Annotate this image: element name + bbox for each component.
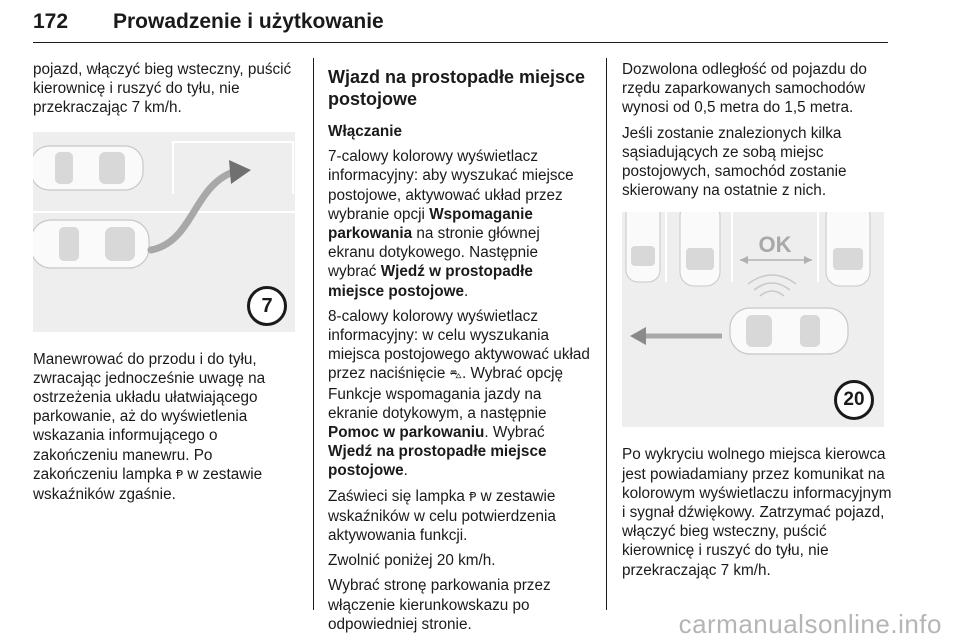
parked-car-icon — [33, 146, 143, 190]
parking-lamp-icon: Ᵽ — [469, 489, 477, 504]
paragraph: Dozwolona odległość od pojazdu do rzędu zaparkowanych samochodów wynosi od 0,5 metra do 1,5 metra. — [622, 61, 867, 117]
paragraph: 7-calowy kolorowy wyświetlacz informacyjny: aby wyszukać miejsce postojowe, aktywować układ przez wybranie opcji Wspomaganie parkowania na stronie głównej ekranu dotykowego. Następnie wybrać Wjedź w prostopadłe miejsce postojowe. — [328, 148, 574, 300]
column-divider — [606, 58, 607, 610]
paragraph: Wybrać stronę parkowania przez włączenie kierunkowskazu po odpowiedniej stronie. — [328, 577, 551, 633]
column-right — [622, 60, 892, 586]
column-middle — [328, 60, 590, 640]
paragraph: pojazd, włączyć bieg wsteczny, puścić kierownicę i ruszyć do tyłu, nie przekraczając 7 km/h. — [33, 61, 292, 117]
figure-number-badge: 20 — [834, 380, 874, 420]
paragraph: Jeśli zostanie znalezionych kilka sąsiadujących ze sobą miejsc postojowych, samochód zostanie skierowany na ostatnie z nich. — [622, 124, 847, 200]
figure-number-badge: 7 — [247, 286, 287, 326]
watermark: carmanualsonline.info — [678, 609, 942, 639]
paragraph: Manewrować do przodu i do tyłu, zwracając jednocześnie uwagę na ostrzeżenia układu ułatwiającego parkowanie, aż do wyświetlenia wskazania informującego o zakończeniu manewru. Po zakończeniu lampka Ᵽ w zestawie wskaźników zgaśnie. — [33, 350, 266, 504]
curved-arrow-icon — [151, 160, 251, 250]
ok-label: OK — [758, 232, 792, 258]
moving-car-icon — [33, 220, 149, 268]
illustration-parallel-parking — [33, 132, 295, 332]
paragraph: Zwolnić poniżej 20 km/h. — [328, 552, 496, 570]
section-title: Wjazd na prostopadłe miejsce postojowe — [328, 67, 586, 109]
page-header — [33, 6, 888, 43]
sub-heading: Włączanie — [328, 123, 402, 140]
chapter-title: Prowadzenie i użytkowanie — [113, 10, 384, 33]
ok-distance-marker — [740, 256, 812, 264]
paragraph: 8-calowy kolorowy wyświetlacz informacyjny: w celu wyszukania miejsca postojowego aktywować układ przez naciśnięcie ⛍. Wybrać opcję Funkcje wspomagania jazdy na ekranie dotykowym, a następnie Pomoc w parkowaniu. Wybrać Wjedź na prostopadłe miejsce postojowe. — [328, 307, 590, 480]
left-arrow-icon — [630, 327, 722, 345]
parking-lamp-icon: Ᵽ — [175, 467, 184, 482]
paragraph: Zaświeci się lampka Ᵽ w zestawie wskaźników w celu potwierdzenia aktywowania funkcji. — [328, 487, 556, 545]
page-number: 172 — [33, 10, 69, 33]
sensor-wave-icon — [748, 275, 796, 296]
column-divider — [313, 58, 314, 610]
parked-car-icon — [626, 212, 660, 282]
parked-car-icon — [826, 212, 870, 286]
paragraph: Po wykryciu wolnego miejsca kierowca jest powiadamiany przez komunikat na kolorowym wyświetlaczu informacyjnym i sygnał dźwiękowy. Zatrzymać pojazd, włączyć bieg wsteczny, puścić kierownicę i ruszyć do tyłu, nie przekraczając 7 km/h. — [622, 446, 892, 579]
column-left — [33, 60, 295, 510]
moving-car-icon — [730, 308, 848, 354]
parked-car-icon — [680, 212, 720, 286]
parking-button-icon: ⛍ — [449, 367, 462, 382]
illustration-perpendicular-parking — [622, 212, 884, 427]
